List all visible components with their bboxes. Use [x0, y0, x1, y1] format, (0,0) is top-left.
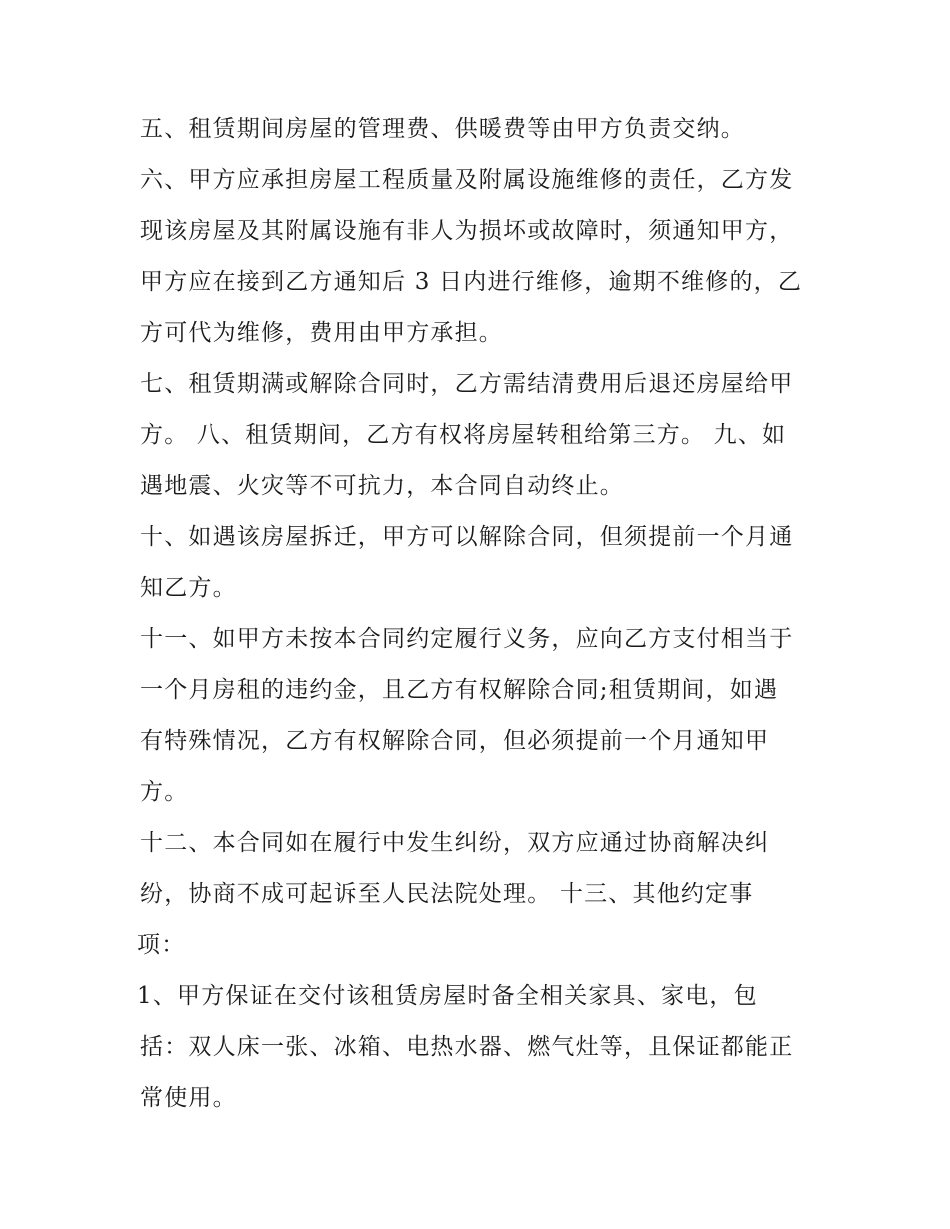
- text-line-19: 括：双人床一张、冰箱、电热水器、燃气灶等，且保证都能正: [140, 1034, 794, 1060]
- text-line-10: 知乙方。: [140, 575, 237, 601]
- text-line-16: 纷，协商不成可起诉至人民法院处理。 十三、其他约定事: [140, 881, 754, 907]
- text-line-1: 五、租赁期间房屋的管理费、供暖费等由甲方负责交纳。: [140, 116, 745, 142]
- text-line-20: 常使用。: [140, 1085, 237, 1111]
- text-line-12: 一个月房租的违约金，且乙方有权解除合同;租赁期间，如遇: [140, 677, 779, 703]
- text-line-13: 有特殊情况，乙方有权解除合同，但必须提前一个月通知甲: [140, 728, 770, 754]
- text-line-6: 七、租赁期满或解除合同时，乙方需结清费用后退还房屋给甲: [140, 371, 794, 397]
- text-line-4: 甲方应在接到乙方通知后 3 日内进行维修，逾期不维修的，乙: [140, 269, 803, 295]
- text-line-11: 十一、如甲方未按本合同约定履行义务，应向乙方支付相当于: [140, 626, 794, 652]
- text-line-15: 十二、本合同如在履行中发生纠纷，双方应通过协商解决纠: [140, 830, 770, 856]
- text-line-9: 十、如遇该房屋拆迁，甲方可以解除合同，但须提前一个月通: [140, 524, 794, 550]
- text-line-5: 方可代为维修，费用由甲方承担。: [140, 320, 503, 346]
- text-line-3: 现该房屋及其附属设施有非人为损坏或故障时，须通知甲方，: [140, 218, 794, 244]
- text-line-8: 遇地震、火灾等不可抗力，本合同自动终止。: [140, 473, 624, 499]
- text-line-2: 六、甲方应承担房屋工程质量及附属设施维修的责任，乙方发: [140, 167, 794, 193]
- text-line-7: 方。 八、租赁期间，乙方有权将房屋转租给第三方。 九、如: [140, 422, 787, 448]
- text-line-18: 1、甲方保证在交付该租赁房屋时备全相关家具、家电，包: [137, 983, 758, 1009]
- text-line-17: 项：: [137, 932, 186, 958]
- text-line-14: 方。: [140, 779, 189, 805]
